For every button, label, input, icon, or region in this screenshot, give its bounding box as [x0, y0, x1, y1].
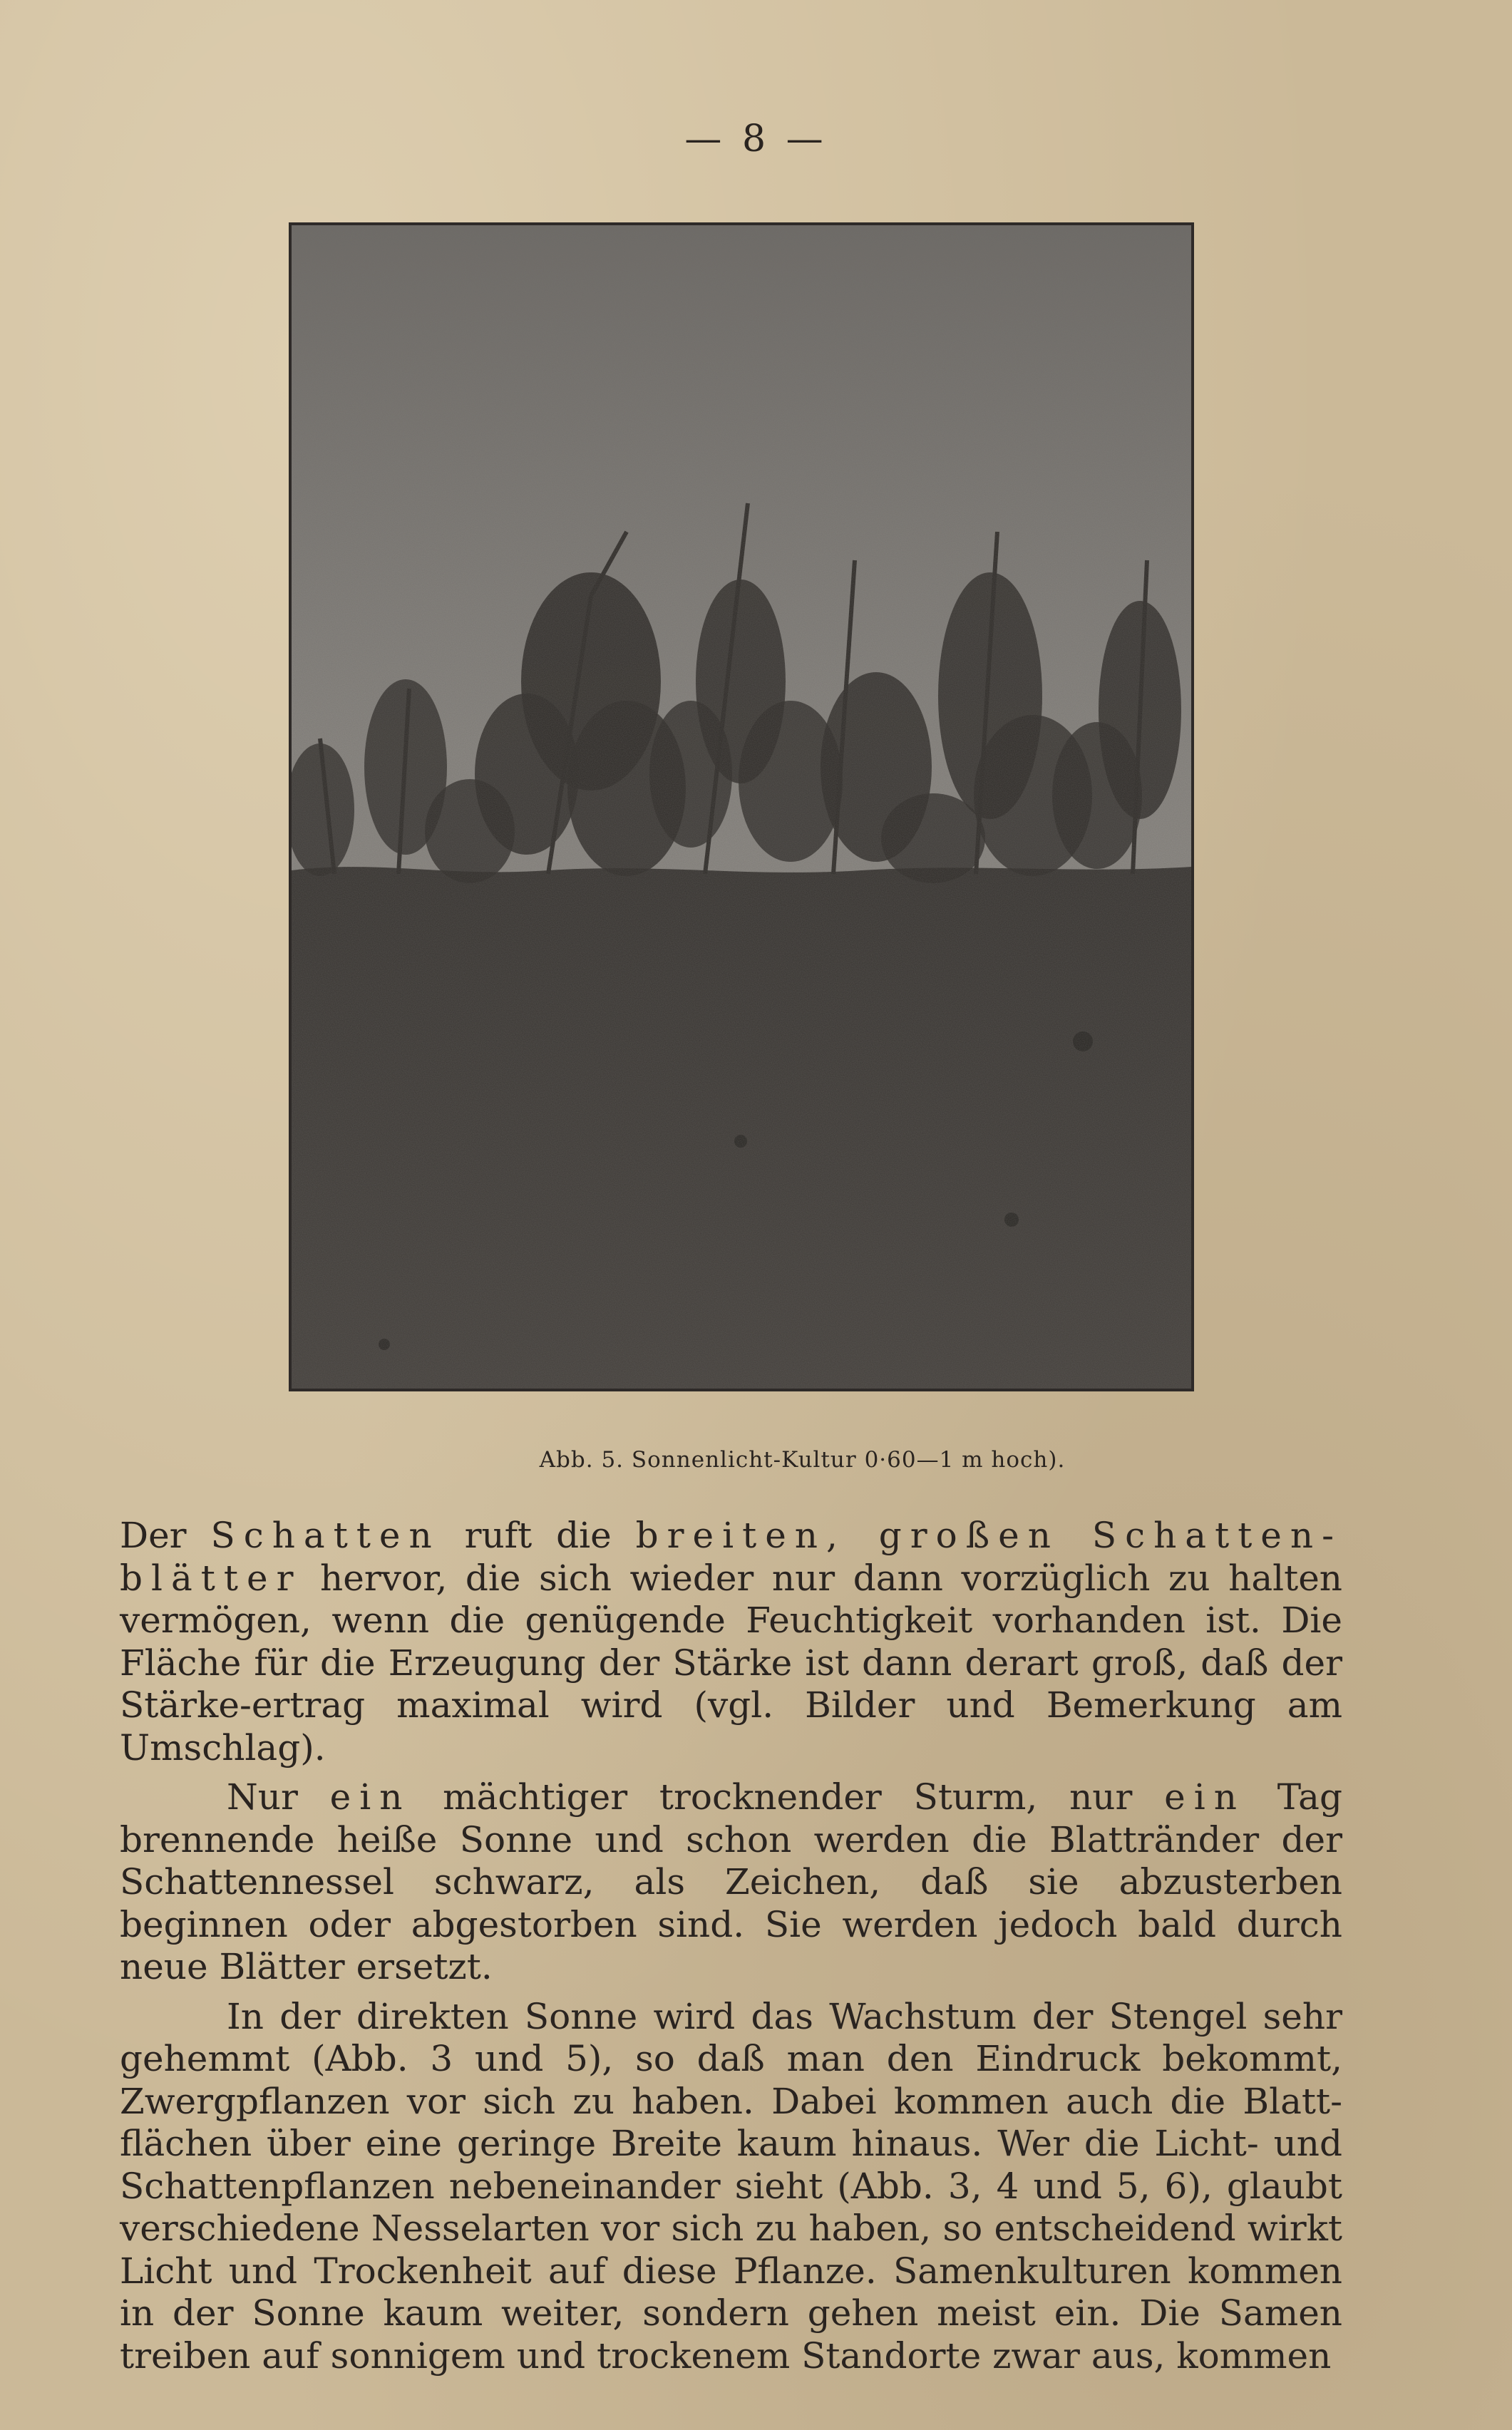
paragraph-2-text-mid: mächtiger trocknender Sturm, nur — [411, 1776, 1165, 1818]
paragraph-1-text-after: hervor, die sich wieder nur dann vorzüglich zu halten vermögen, wenn die genügende Feuchtigkeit vorhanden ist. Die Fläche für die Erzeugung der Stärke ist dann derart groß, daß der Stärke-ertrag maximal wird (vgl. Bilder und Bemerkung am Umschlag). — [120, 1557, 1342, 1769]
paragraph-1 — [120, 1515, 1342, 1769]
figure-photo — [289, 222, 1194, 1391]
paragraph-2-text-after: Tag brennende heiße Sonne und schon werden die Blattränder der Schattennessel schwarz, als Zeichen, daß sie abzusterben beginnen oder abgestorben sind. Sie werden jedoch bald durch neue Blätter ersetzt. — [120, 1776, 1342, 1987]
body-text — [120, 1515, 1342, 2384]
figure-caption: Abb. 5. Sonnenlicht-Kultur 0·60—1 m hoch). — [539, 1447, 1066, 1473]
paragraph-3: In der direkten Sonne wird das Wachstum der Stengel sehr gehemmt (Abb. 3 und 5), so daß man den Eindruck bekommt, Zwergpflanzen vor sich zu haben. Dabei kommen auch die Blatt-flächen über eine geringe Breite kaum hinaus. Wer die Licht- und Schattenpflanzen nebeneinander sieht (Abb. 3, 4 und 5, 6), glaubt verschiedene Nesselarten vor sich zu haben, so entscheidend wirkt Licht und Trockenheit auf diese Pflanze. Samenkulturen kommen in der Sonne kaum weiter, sondern gehen meist ein. Die Samen treiben auf sonnigem und trockenem Standorte zwar aus, kommen — [120, 1995, 1342, 2377]
paragraph-2-text-before: Nur — [227, 1776, 330, 1818]
paragraph-1-emphasis-1: Schatten — [210, 1515, 441, 1556]
paragraph-2-emphasis-2: ein — [1164, 1776, 1245, 1818]
paragraph-1-text-before: Der — [120, 1515, 211, 1556]
plant-photograph — [292, 225, 1191, 1389]
paragraph-2 — [120, 1776, 1342, 1989]
paragraph-1-text-mid: ruft die — [440, 1515, 636, 1556]
paragraph-2-emphasis-1: ein — [329, 1776, 411, 1818]
paragraph-1-emphasis-2: breiten, großen Schatten-blätter — [120, 1515, 1342, 1599]
page-number: — 8 — — [684, 118, 828, 160]
